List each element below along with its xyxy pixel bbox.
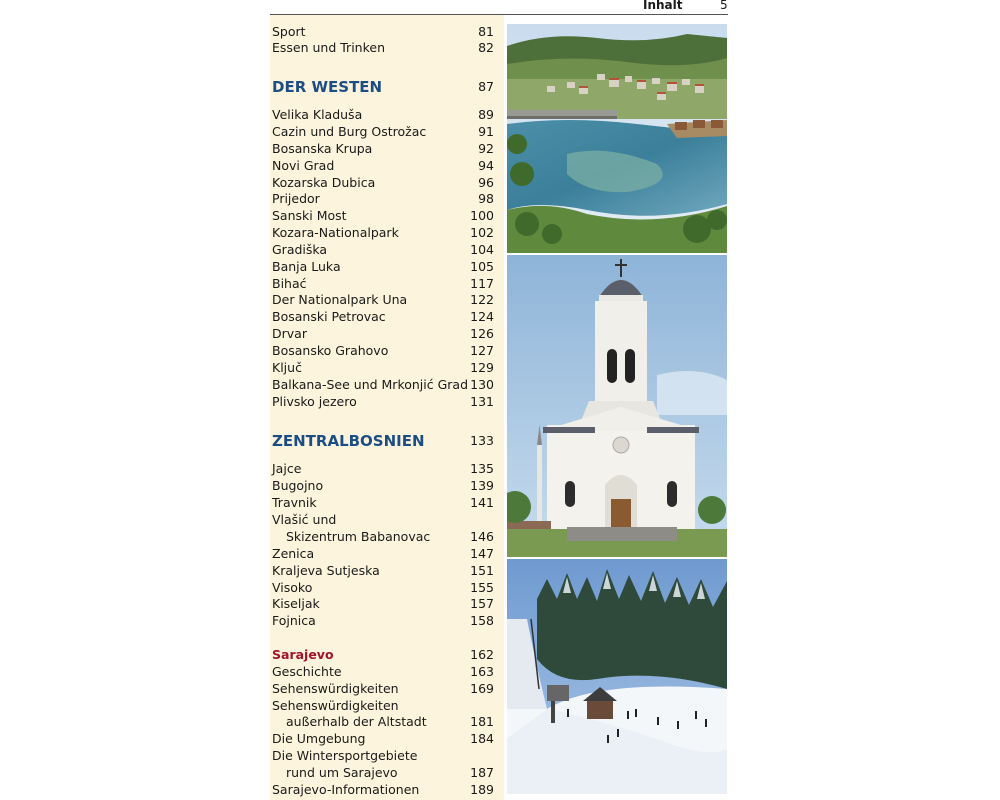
toc-entry[interactable]: Bugojno 139 bbox=[272, 478, 494, 493]
toc-entry[interactable]: Sarajevo-Informationen 189 bbox=[272, 782, 494, 797]
page-header bbox=[270, 0, 728, 15]
toc-entry[interactable]: Kraljeva Sutjeska 151 bbox=[272, 563, 494, 578]
toc-entry[interactable]: Sport 81 bbox=[272, 24, 494, 39]
toc-entry[interactable]: außerhalb der Altstadt 181 bbox=[286, 714, 494, 729]
toc-entry[interactable]: Vlašić und bbox=[272, 512, 337, 527]
toc-entry[interactable]: Ključ 129 bbox=[272, 360, 494, 375]
toc-entry[interactable]: Cazin und Burg Ostrožac 91 bbox=[272, 124, 494, 139]
toc-entry[interactable]: Geschichte 163 bbox=[272, 664, 494, 679]
toc-entry[interactable]: Bosanski Petrovac 124 bbox=[272, 309, 494, 324]
toc-entry[interactable]: Bihać 117 bbox=[272, 276, 494, 291]
toc-entry[interactable]: Drvar 126 bbox=[272, 326, 494, 341]
toc-entry[interactable]: Sanski Most 100 bbox=[272, 208, 494, 223]
toc-entry[interactable]: Bosanska Krupa 92 bbox=[272, 141, 494, 156]
toc-entry[interactable]: Der Nationalpark Una 122 bbox=[272, 292, 494, 307]
toc-entry[interactable]: Plivsko jezero 131 bbox=[272, 394, 494, 409]
church-photo bbox=[507, 255, 727, 557]
river-town-photo bbox=[507, 24, 727, 253]
toc-entry[interactable]: Skizentrum Babanovac 146 bbox=[286, 529, 494, 544]
toc-entry[interactable]: Essen und Trinken 82 bbox=[272, 40, 494, 55]
toc-entry[interactable]: Die Wintersportgebiete bbox=[272, 748, 418, 763]
toc-entry[interactable]: Sehenswürdigkeiten bbox=[272, 698, 399, 713]
toc-entry[interactable]: Novi Grad 94 bbox=[272, 158, 494, 173]
ski-slope-photo bbox=[507, 559, 727, 794]
toc-entry[interactable]: Travnik 141 bbox=[272, 495, 494, 510]
table-of-contents bbox=[270, 15, 504, 800]
toc-entry[interactable]: Velika Kladuša 89 bbox=[272, 107, 494, 122]
toc-entry[interactable]: Die Umgebung 184 bbox=[272, 731, 494, 746]
toc-entry[interactable]: Prijedor 98 bbox=[272, 191, 494, 206]
toc-section-heading[interactable]: DER WESTEN 87 bbox=[272, 78, 494, 96]
running-title: Inhalt bbox=[643, 0, 683, 12]
toc-entry[interactable]: Jajce 135 bbox=[272, 461, 494, 476]
toc-entry[interactable]: Balkana-See und Mrkonjić Grad 130 bbox=[272, 377, 494, 392]
toc-entry[interactable]: rund um Sarajevo 187 bbox=[286, 765, 494, 780]
toc-entry[interactable]: Banja Luka 105 bbox=[272, 259, 494, 274]
toc-section-heading[interactable]: ZENTRALBOSNIEN 133 bbox=[272, 432, 494, 450]
toc-entry[interactable]: Gradiška 104 bbox=[272, 242, 494, 257]
toc-entry[interactable]: Sehenswürdigkeiten 169 bbox=[272, 681, 494, 696]
page-number: 5 bbox=[720, 0, 728, 12]
toc-entry[interactable]: Kozarska Dubica 96 bbox=[272, 175, 494, 190]
toc-entry[interactable]: Fojnica 158 bbox=[272, 613, 494, 628]
toc-subsection-heading[interactable]: Sarajevo 162 bbox=[272, 647, 494, 662]
toc-entry[interactable]: Visoko 155 bbox=[272, 580, 494, 595]
toc-entry[interactable]: Zenica 147 bbox=[272, 546, 494, 561]
toc-entry[interactable]: Kiseljak 157 bbox=[272, 596, 494, 611]
toc-entry[interactable]: Kozara-Nationalpark 102 bbox=[272, 225, 494, 240]
toc-entry[interactable]: Bosansko Grahovo 127 bbox=[272, 343, 494, 358]
